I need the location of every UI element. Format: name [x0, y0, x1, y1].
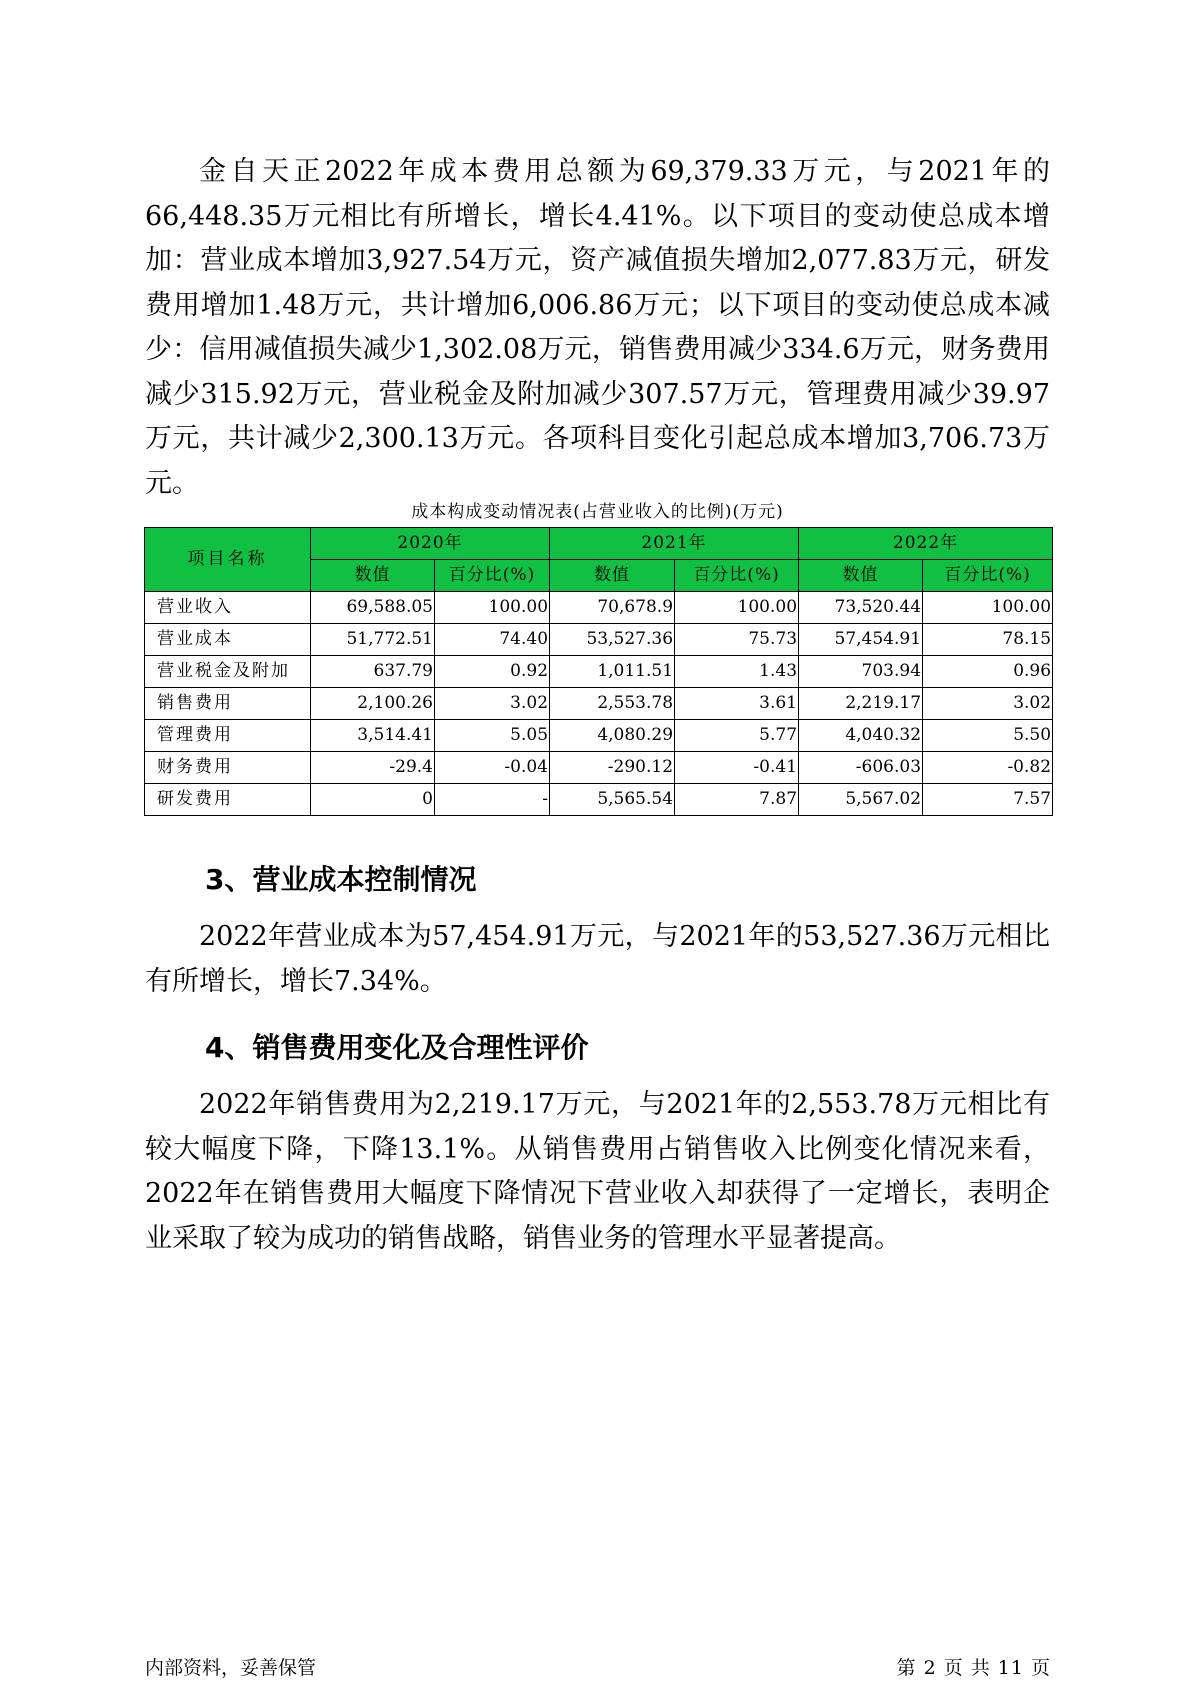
header-year-2022: 2022年: [799, 528, 1053, 560]
cell-value-2020: 51,772.51: [311, 624, 435, 656]
cell-value-2022: 703.94: [799, 656, 923, 688]
header-percent: 百分比(%): [675, 560, 799, 592]
cell-percent-2020: 3.02: [435, 688, 550, 720]
cost-structure-table: [144, 527, 1053, 816]
cell-value-2022: 4,040.32: [799, 720, 923, 752]
cell-value-2021: 70,678.9: [550, 592, 675, 624]
cell-percent-2021: 1.43: [675, 656, 799, 688]
cell-percent-2022: 3.02: [923, 688, 1053, 720]
cell-value-2020: 2,100.26: [311, 688, 435, 720]
cell-value-2020: 637.79: [311, 656, 435, 688]
row-name: 营业税金及附加: [145, 656, 311, 688]
footer-confidential-note: 内部资料，妥善保管: [145, 1657, 317, 1679]
cell-value-2022: 73,520.44: [799, 592, 923, 624]
cell-value-2020: 3,514.41: [311, 720, 435, 752]
header-value: 数值: [311, 560, 435, 592]
cell-percent-2022: 0.96: [923, 656, 1053, 688]
header-value: 数值: [550, 560, 675, 592]
cell-percent-2022: 100.00: [923, 592, 1053, 624]
cell-percent-2021: 100.00: [675, 592, 799, 624]
cell-percent-2020: 5.05: [435, 720, 550, 752]
cell-percent-2020: 74.40: [435, 624, 550, 656]
cell-percent-2022: -0.82: [923, 752, 1053, 784]
cell-percent-2020: -: [435, 784, 550, 816]
table-row: [145, 656, 1053, 688]
cell-percent-2022: 7.57: [923, 784, 1053, 816]
cell-percent-2021: 7.87: [675, 784, 799, 816]
cell-value-2020: 0: [311, 784, 435, 816]
footer-page-number: 第 2 页 共 11 页: [896, 1657, 1051, 1679]
header-percent: 百分比(%): [435, 560, 550, 592]
table-caption: 成本构成变动情况表(占营业收入的比例)(万元): [411, 502, 784, 522]
header-item-name: 项目名称: [145, 528, 311, 592]
cell-percent-2022: 78.15: [923, 624, 1053, 656]
table-header-row-years: [145, 528, 1053, 560]
cell-percent-2020: 0.92: [435, 656, 550, 688]
row-name: 财务费用: [145, 752, 311, 784]
sales-expense-paragraph: 2022年销售费用为2,219.17万元，与2021年的2,553.78万元相比有较大幅度下降，下降13.1%。从销售费用占销售收入比例变化情况来看，2022年在销售费用大幅度下降情况下营业收入却获得了一定增长，表明企业采取了较为成功的销售战略，销售业务的管理水平显著提高。: [145, 1089, 1050, 1254]
cell-value-2021: -290.12: [550, 752, 675, 784]
cell-value-2022: 2,219.17: [799, 688, 923, 720]
cell-value-2022: 57,454.91: [799, 624, 923, 656]
row-name: 管理费用: [145, 720, 311, 752]
table-row: [145, 592, 1053, 624]
table-row: [145, 720, 1053, 752]
row-name: 销售费用: [145, 688, 311, 720]
cell-percent-2020: -0.04: [435, 752, 550, 784]
cell-value-2021: 53,527.36: [550, 624, 675, 656]
cell-value-2021: 2,553.78: [550, 688, 675, 720]
cell-percent-2020: 100.00: [435, 592, 550, 624]
header-year-2021: 2021年: [550, 528, 799, 560]
header-percent: 百分比(%): [923, 560, 1053, 592]
header-year-2020: 2020年: [311, 528, 550, 560]
cell-percent-2021: -0.41: [675, 752, 799, 784]
cell-value-2020: 69,588.05: [311, 592, 435, 624]
row-name: 营业收入: [145, 592, 311, 624]
cost-control-paragraph: 2022年营业成本为57,454.91万元，与2021年的53,527.36万元相比有所增长，增长7.34%。: [145, 921, 1050, 997]
header-value: 数值: [799, 560, 923, 592]
table-row: [145, 784, 1053, 816]
cell-percent-2021: 3.61: [675, 688, 799, 720]
cell-percent-2021: 75.73: [675, 624, 799, 656]
cell-value-2021: 1,011.51: [550, 656, 675, 688]
table-row: [145, 624, 1053, 656]
cell-value-2021: 5,565.54: [550, 784, 675, 816]
cell-value-2022: 5,567.02: [799, 784, 923, 816]
table-row: [145, 688, 1053, 720]
row-name: 研发费用: [145, 784, 311, 816]
intro-paragraph: 金自天正2022年成本费用总额为69,379.33万元，与2021年的66,448.35万元相比有所增长，增长4.41%。以下项目的变动使总成本增加：营业成本增加3,927.54万元，资产减值损失增加2,077.83万元，研发费用增加1.48万元，共计增加6,006.86万元；以下项目的变动使总成本减少：信用减值损失减少1,302.08万元，销售费用减少334.6万元，财务费用减少315.92万元，营业税金及附加减少307.57万元，管理费用减少39.97万元，共计减少2,300.13万元。各项科目变化引起总成本增加3,706.73万元。: [145, 156, 1050, 499]
section-heading-cost-control: 3、营业成本控制情况: [205, 863, 477, 896]
section-heading-sales-expense: 4、销售费用变化及合理性评价: [205, 1031, 589, 1064]
cell-percent-2021: 5.77: [675, 720, 799, 752]
cell-percent-2022: 5.50: [923, 720, 1053, 752]
cell-value-2021: 4,080.29: [550, 720, 675, 752]
table-row: [145, 752, 1053, 784]
cell-value-2020: -29.4: [311, 752, 435, 784]
cell-value-2022: -606.03: [799, 752, 923, 784]
row-name: 营业成本: [145, 624, 311, 656]
